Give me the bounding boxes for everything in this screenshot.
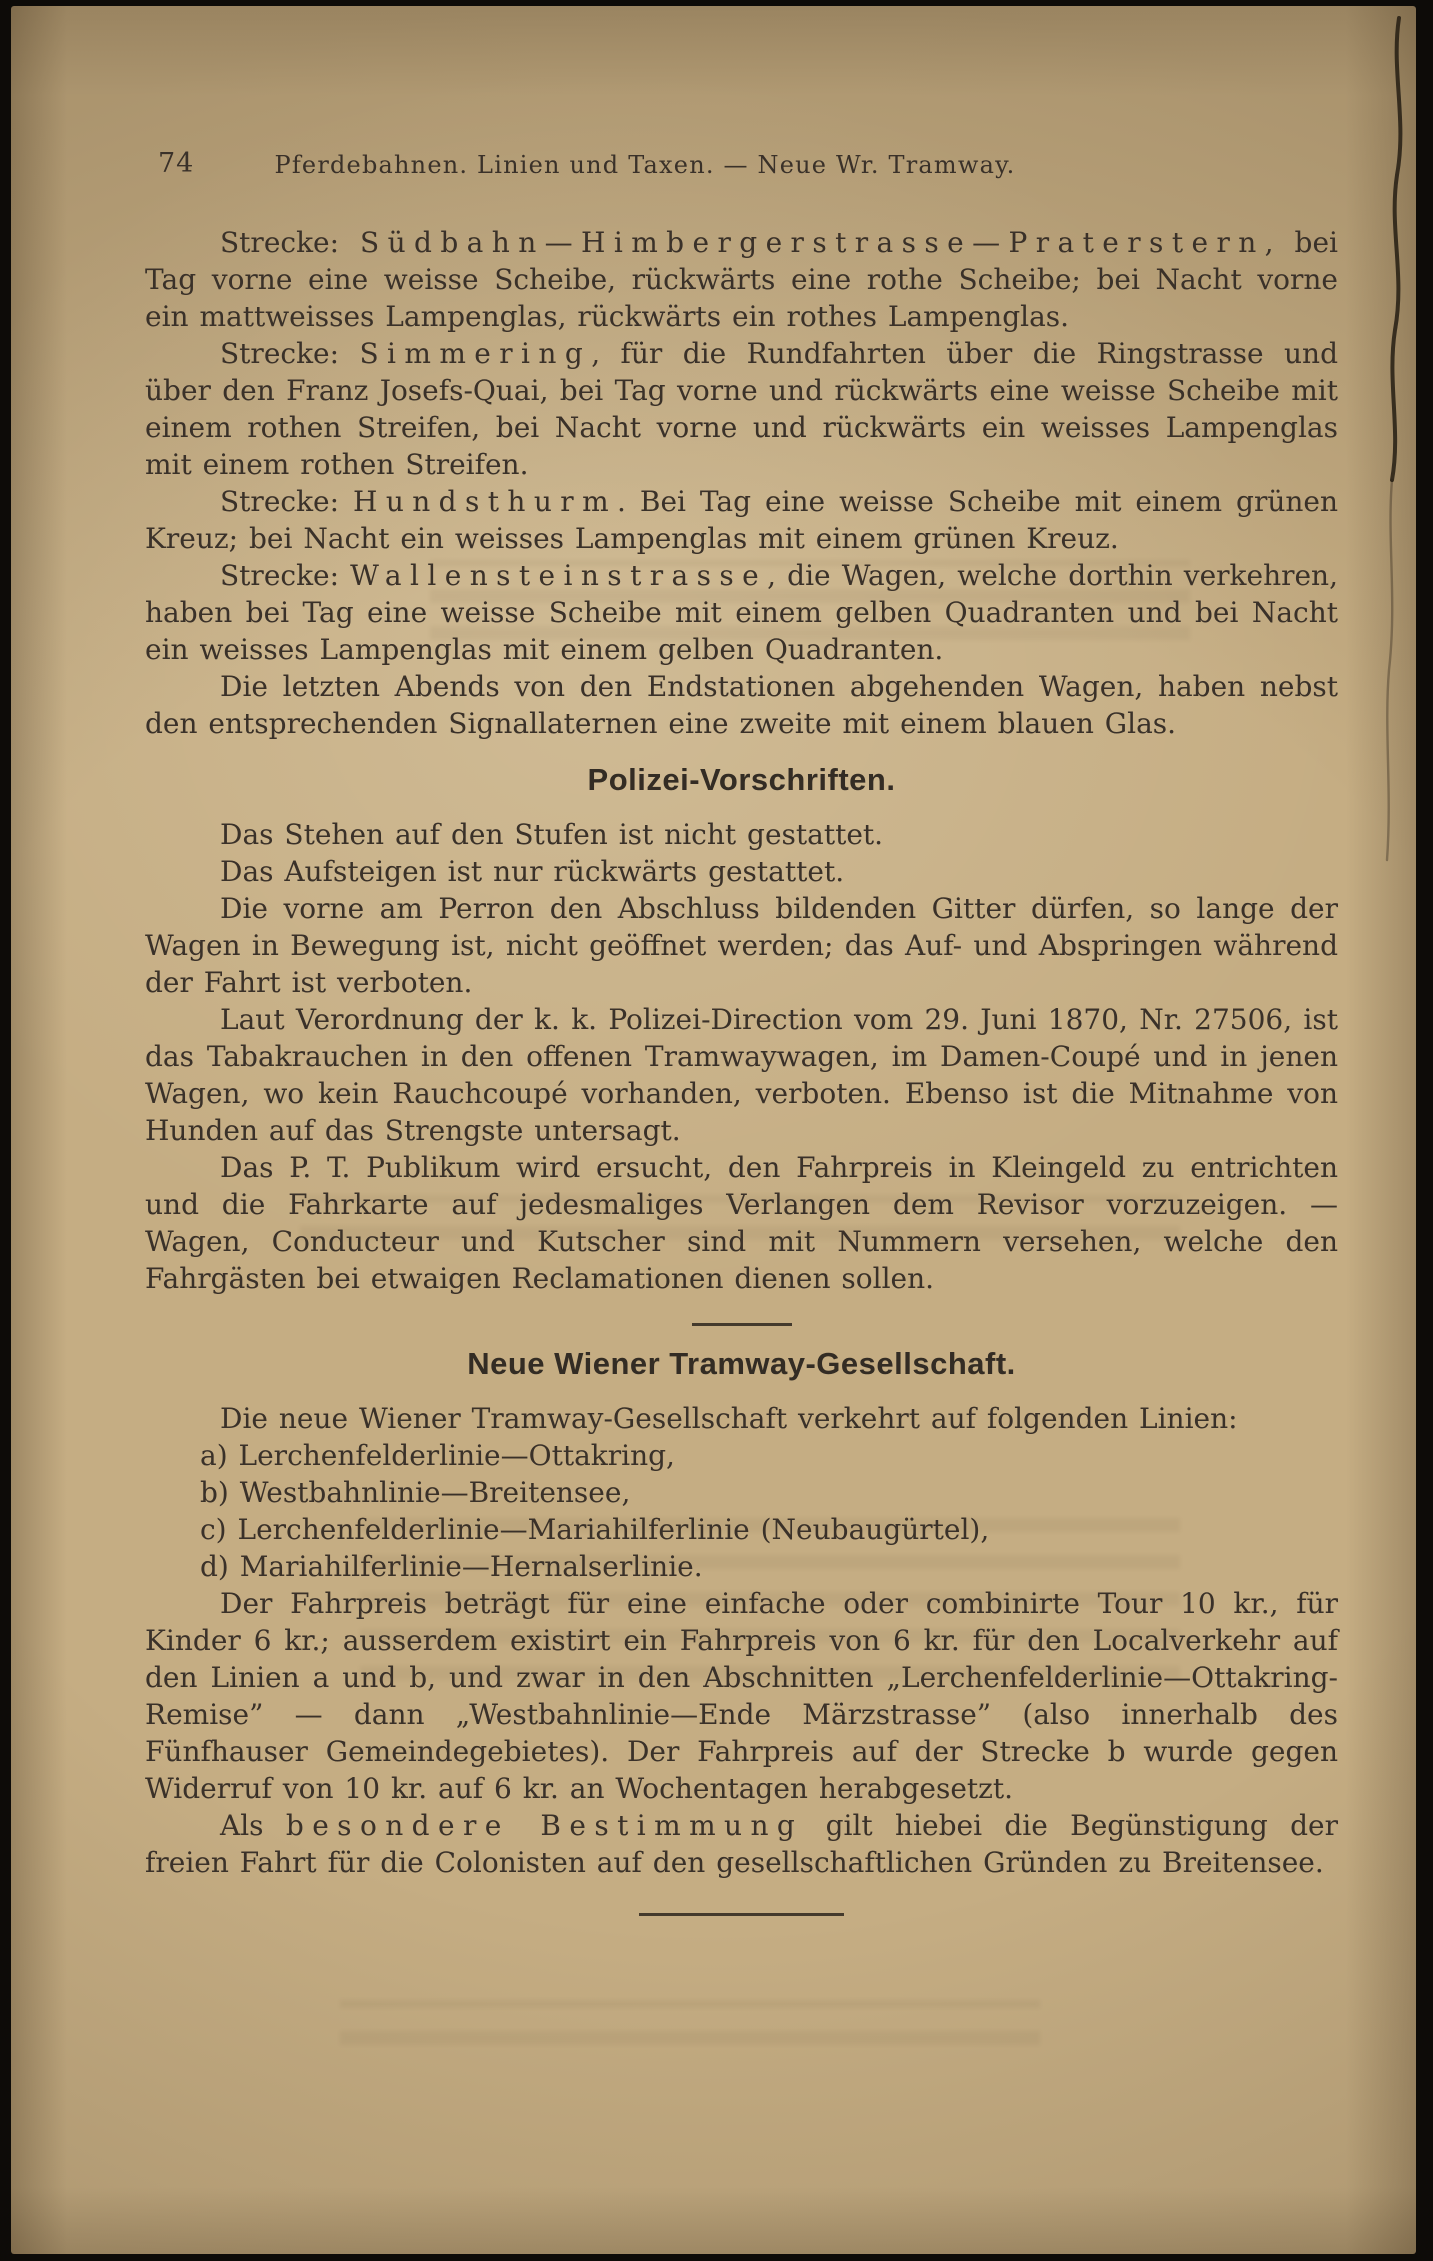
paragraph-perron-gitter	[145, 890, 1338, 1001]
text-run: Laut Verordnung der k. k. Polizei-Direction vom 29. Juni 1870, Nr. 27506, ist das Tabakrauchen in den offenen Tramwaywagen, im Damen-Coupé und in jenen Wagen, wo kein Rauchcoupé vorhanden, verboten. Ebenso ist die Mitnahme von Hunden auf das Strengste untersagt.	[145, 1003, 1338, 1147]
text-run: b) Westbahnlinie—Breitensee,	[200, 1476, 631, 1509]
text-run: Strecke:	[220, 559, 351, 592]
running-title: Pferdebahnen. Linien und Taxen. — Neue Wr. Tramway.	[274, 151, 1016, 179]
heading-neue-wiener-tramway: Neue Wiener Tramway-Gesellschaft.	[467, 1346, 1016, 1381]
list-item-a	[200, 1437, 1338, 1474]
text-run: d) Mariahilferlinie—Hernalserlinie.	[200, 1550, 703, 1583]
paragraph-besondere-bestimmung	[145, 1807, 1338, 1881]
heading-polizei-vorschriften: Polizei-Vorschriften.	[587, 762, 896, 797]
letterspaced-emphasis: besondere Bestimmung	[285, 1809, 804, 1842]
list-item-b	[200, 1474, 1338, 1511]
paragraph-strecke-simmering	[145, 335, 1338, 483]
text-run: Die neue Wiener Tramway-Gesellschaft verkehrt auf folgenden Linien:	[220, 1402, 1238, 1435]
text-run: Das Stehen auf den Stufen ist nicht gestattet.	[220, 818, 884, 851]
paragraph-linien-intro	[145, 1400, 1338, 1437]
paragraph-strecke-suedbahn	[145, 224, 1338, 335]
letterspaced-emphasis: Simmering	[359, 337, 592, 370]
paragraph-strecke-wallensteinstrasse	[145, 557, 1338, 668]
paragraph-strecke-hundsthurm	[145, 483, 1338, 557]
text-run: Als	[220, 1809, 286, 1842]
text-run: , bei Tag vorne eine weisse Scheibe, rückwärts eine rothe Scheibe; bei Nacht vorne ein mattweisses Lampenglas, rückwärts ein rothes Lampenglas.	[145, 226, 1338, 333]
text-run: . Bei Tag eine weisse Scheibe mit einem grünen Kreuz; bei Nacht ein weisses Lampenglas mit einem grünen Kreuz.	[145, 485, 1338, 555]
list-item-d	[200, 1548, 1338, 1585]
text-run: Strecke:	[220, 485, 353, 518]
text-run: , für die Rundfahrten über die Ringstrasse und über den Franz Josefs-Quai, bei Tag vorne und rückwärts eine weisse Scheibe mit einem rothen Streifen, bei Nacht vorne und rückwärts ein weisses Lampenglas mit einem rothen Streifen.	[145, 337, 1338, 481]
text-run: c) Lerchenfelderlinie—Mariahilferlinie (Neubaugürtel),	[200, 1513, 990, 1546]
letterspaced-emphasis: Südbahn—Himbergerstrasse—Praterstern	[360, 226, 1265, 259]
text-run: , die Wagen, welche dorthin verkehren, haben bei Tag eine weisse Scheibe mit einem gelben Quadranten und bei Nacht ein weisses Lampenglas mit einem gelben Quadranten.	[145, 559, 1338, 666]
text-run: Strecke:	[220, 226, 361, 259]
paragraph-publikum-fahrpreis	[145, 1149, 1338, 1297]
paragraph-letzte-wagen-blaues-glas	[145, 668, 1338, 742]
paragraph-aufsteigen	[145, 853, 1338, 890]
text-run: Das P. T. Publikum wird ersucht, den Fahrpreis in Kleingeld zu entrichten und die Fahrkarte auf jedesmaliges Verlangen dem Revisor vorzuzeigen. — Wagen, Conducteur und Kutscher sind mit Nummern versehen, welche den Fahrgästen bei etwaigen Reclamationen dienen sollen.	[145, 1151, 1338, 1295]
bottom-divider	[639, 1913, 844, 1916]
paragraph-fahrpreis-tarife	[145, 1585, 1338, 1807]
page-number: 74	[158, 148, 195, 179]
text-run: a) Lerchenfelderlinie—Ottakring,	[200, 1439, 675, 1472]
section-divider	[692, 1323, 792, 1326]
list-item-c	[200, 1511, 1338, 1548]
page-body-text	[145, 224, 1338, 1916]
text-run: Das Aufsteigen ist nur rückwärts gestattet.	[220, 855, 845, 888]
paragraph-stehen-stufen	[145, 816, 1338, 853]
text-run: Strecke:	[220, 337, 360, 370]
text-run: Die vorne am Perron den Abschluss bildenden Gitter dürfen, so lange der Wagen in Bewegung ist, nicht geöffnet werden; das Auf- und Abspringen während der Fahrt ist verboten.	[145, 892, 1338, 999]
text-run: Der Fahrpreis beträgt für eine einfache oder combinirte Tour 10 kr., für Kinder 6 kr.; ausserdem existirt ein Fahrpreis von 6 kr. für den Localverkehr auf den Linien a und b, und zwar in den Abschnitten „Lerchenfelderlinie—Ottakring-Remise” — dann „Westbahnlinie—Ende Märzstrasse” (also innerhalb des Fünfhauser Gemeindegebietes). Der Fahrpreis auf der Strecke b wurde gegen Widerruf von 10 kr. auf 6 kr. an Wochentagen herabgesetzt.	[145, 1587, 1338, 1805]
text-run: gilt hiebei die Begünstigung der freien Fahrt für die Colonisten auf den gesellschaftlichen Gründen zu Breitensee.	[145, 1809, 1338, 1879]
running-header	[145, 148, 1340, 188]
text-run: Die letzten Abends von den Endstationen abgehenden Wagen, haben nebst den entsprechenden Signallaternen eine zweite mit einem blauen Glas.	[145, 670, 1338, 740]
letterspaced-emphasis: Hundsthurm	[353, 485, 618, 518]
paragraph-tabakrauchen-verbot	[145, 1001, 1338, 1149]
letterspaced-emphasis: Wallensteinstrasse	[350, 559, 768, 592]
